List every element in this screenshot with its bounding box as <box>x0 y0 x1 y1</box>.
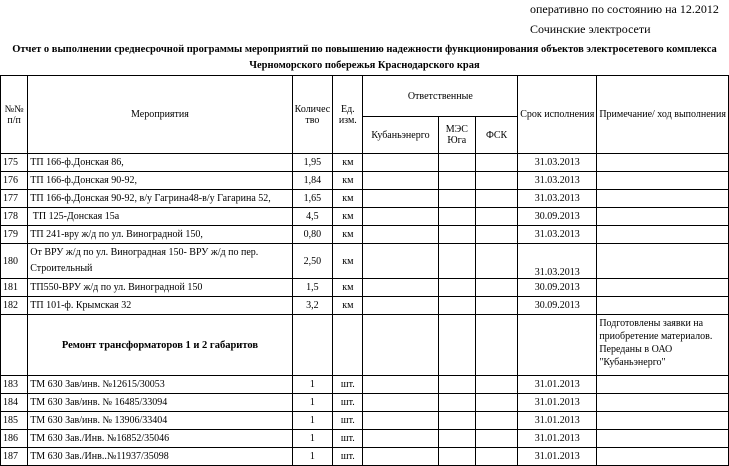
row-fsk <box>476 190 518 208</box>
row-event: ТМ 630 Зав/инв. № 13906/33404 <box>28 412 292 430</box>
row-note <box>597 448 729 466</box>
row-mes <box>438 279 476 297</box>
row-qty: 2,50 <box>292 244 333 279</box>
row-mes <box>438 430 476 448</box>
section-fsk <box>476 315 518 376</box>
row-event: ТМ 630 Зав/инв. №12615/30053 <box>28 376 292 394</box>
row-unit: шт. <box>333 430 363 448</box>
row-event: ТП 241-вру ж/д по ул. Виноградной 150, <box>28 226 292 244</box>
row-fsk <box>476 154 518 172</box>
table-row <box>1 226 729 244</box>
row-note <box>597 154 729 172</box>
row-note <box>597 226 729 244</box>
table-row <box>1 154 729 172</box>
row-unit: шт. <box>333 412 363 430</box>
row-deadline: 31.03.2013 <box>518 154 597 172</box>
row-deadline: 31.03.2013 <box>518 226 597 244</box>
col-header-qty: Количес тво <box>292 76 333 154</box>
row-note <box>597 412 729 430</box>
section-deadline <box>518 315 597 376</box>
row-kubanenergo <box>363 154 438 172</box>
row-num: 186 <box>1 430 28 448</box>
row-fsk <box>476 297 518 315</box>
row-mes <box>438 226 476 244</box>
row-fsk <box>476 412 518 430</box>
col-header-mes-yuga: МЭС Юга <box>438 117 476 154</box>
row-fsk <box>476 394 518 412</box>
row-fsk <box>476 448 518 466</box>
row-qty: 1,5 <box>292 279 333 297</box>
table-row <box>1 279 729 297</box>
row-event: ТМ 630 Зав./Инв..№11937/35098 <box>28 448 292 466</box>
row-kubanenergo <box>363 430 438 448</box>
row-num: 177 <box>1 190 28 208</box>
row-qty: 1,65 <box>292 190 333 208</box>
row-num: 185 <box>1 412 28 430</box>
table-row <box>1 208 729 226</box>
row-num: 178 <box>1 208 28 226</box>
row-qty: 1 <box>292 412 333 430</box>
col-header-kubanenergo: Кубаньэнерго <box>363 117 438 154</box>
row-kubanenergo <box>363 208 438 226</box>
row-deadline: 30.09.2013 <box>518 297 597 315</box>
col-header-responsible: Ответственные <box>363 76 518 117</box>
row-unit: км <box>333 208 363 226</box>
table-row <box>1 430 729 448</box>
row-fsk <box>476 226 518 244</box>
row-kubanenergo <box>363 394 438 412</box>
report-title-line2: Черноморского побережья Краснодарского края <box>249 60 480 71</box>
row-unit: км <box>333 226 363 244</box>
row-qty: 0,80 <box>292 226 333 244</box>
table-row <box>1 297 729 315</box>
row-note <box>597 376 729 394</box>
row-kubanenergo <box>363 226 438 244</box>
row-deadline: 30.09.2013 <box>518 279 597 297</box>
row-qty: 3,2 <box>292 297 333 315</box>
row-note <box>597 172 729 190</box>
row-unit: шт. <box>333 376 363 394</box>
table-header-row <box>1 76 729 117</box>
section-kubanenergo <box>363 315 438 376</box>
section-qty <box>292 315 333 376</box>
row-deadline: 31.03.2013 <box>518 172 597 190</box>
row-fsk <box>476 244 518 279</box>
row-event: ТМ 630 Зав./Инв. №16852/35046 <box>28 430 292 448</box>
row-kubanenergo <box>363 297 438 315</box>
row-kubanenergo <box>363 244 438 279</box>
row-deadline: 31.03.2013 <box>518 190 597 208</box>
row-fsk <box>476 430 518 448</box>
section-unit <box>333 315 363 376</box>
row-num: 180 <box>1 244 28 279</box>
table-row <box>1 244 729 279</box>
row-mes <box>438 394 476 412</box>
row-deadline: 31.01.2013 <box>518 430 597 448</box>
row-kubanenergo <box>363 190 438 208</box>
section-note: Подготовлены заявки на приобретение материалов. Переданы в ОАО "Кубаньэнерго" <box>597 315 729 376</box>
report-title-line1: Отчет о выполнении среднесрочной программы мероприятий по повышению надежности функционирования объектов электросетевого комплекса <box>12 44 717 55</box>
row-kubanenergo <box>363 172 438 190</box>
row-qty: 1,84 <box>292 172 333 190</box>
row-kubanenergo <box>363 448 438 466</box>
section-num <box>1 315 28 376</box>
row-event: ТП 166-ф.Донская 86, <box>28 154 292 172</box>
row-mes <box>438 448 476 466</box>
row-mes <box>438 154 476 172</box>
row-unit: км <box>333 244 363 279</box>
row-mes <box>438 172 476 190</box>
section-title: Ремонт трансформаторов 1 и 2 габаритов <box>28 315 292 376</box>
row-qty: 1 <box>292 394 333 412</box>
row-deadline: 30.09.2013 <box>518 208 597 226</box>
row-deadline: 31.01.2013 <box>518 376 597 394</box>
status-date-line: оперативно по состоянию на 12.2012 <box>530 2 719 16</box>
program-table <box>0 75 729 466</box>
row-unit: шт. <box>333 448 363 466</box>
row-qty: 1 <box>292 448 333 466</box>
row-mes <box>438 376 476 394</box>
row-note <box>597 279 729 297</box>
row-num: 184 <box>1 394 28 412</box>
col-header-event: Мероприятия <box>28 76 292 154</box>
row-mes <box>438 244 476 279</box>
col-header-deadline: Срок исполнения <box>518 76 597 154</box>
row-qty: 1,95 <box>292 154 333 172</box>
row-num: 175 <box>1 154 28 172</box>
col-header-num: №№ п/п <box>1 76 28 154</box>
table-row <box>1 448 729 466</box>
row-fsk <box>476 172 518 190</box>
row-qty: 1 <box>292 430 333 448</box>
row-event: ТП 101-ф. Крымская 32 <box>28 297 292 315</box>
row-event: От ВРУ ж/д по ул. Виноградная 150- ВРУ ж/д по пер. Строительный <box>28 244 292 279</box>
row-num: 182 <box>1 297 28 315</box>
row-deadline: 31.01.2013 <box>518 394 597 412</box>
organization-name: Сочинские электросети <box>530 22 651 36</box>
section-row <box>1 315 729 376</box>
row-event: ТП550-ВРУ ж/д по ул. Виноградной 150 <box>28 279 292 297</box>
table-row <box>1 394 729 412</box>
row-event: ТМ 630 Зав/инв. № 16485/33094 <box>28 394 292 412</box>
col-header-unit: Ед. изм. <box>333 76 363 154</box>
row-unit: км <box>333 154 363 172</box>
row-unit: км <box>333 190 363 208</box>
row-qty: 1 <box>292 376 333 394</box>
row-mes <box>438 208 476 226</box>
row-note <box>597 208 729 226</box>
row-fsk <box>476 376 518 394</box>
row-deadline: 31.01.2013 <box>518 448 597 466</box>
row-num: 179 <box>1 226 28 244</box>
row-note <box>597 297 729 315</box>
table-row <box>1 190 729 208</box>
row-note <box>597 244 729 279</box>
row-kubanenergo <box>363 376 438 394</box>
row-unit: км <box>333 279 363 297</box>
row-event: ТП 166-ф.Донская 90-92, в/у Гагрина48-в/у Гагарина 52, <box>28 190 292 208</box>
section-mes <box>438 315 476 376</box>
col-header-note: Примечание/ ход выполнения <box>597 76 729 154</box>
row-note <box>597 190 729 208</box>
row-unit: км <box>333 297 363 315</box>
col-header-fsk: ФСК <box>476 117 518 154</box>
table-row <box>1 412 729 430</box>
row-event: ТП 125-Донская 15а <box>28 208 292 226</box>
row-fsk <box>476 279 518 297</box>
row-fsk <box>476 208 518 226</box>
row-unit: км <box>333 172 363 190</box>
row-num: 183 <box>1 376 28 394</box>
row-mes <box>438 190 476 208</box>
row-unit: шт. <box>333 394 363 412</box>
table-row <box>1 376 729 394</box>
row-num: 176 <box>1 172 28 190</box>
row-kubanenergo <box>363 412 438 430</box>
row-deadline: 31.01.2013 <box>518 412 597 430</box>
table-row <box>1 172 729 190</box>
row-deadline: 31.03.2013 <box>518 244 597 279</box>
row-num: 187 <box>1 448 28 466</box>
row-num: 181 <box>1 279 28 297</box>
row-mes <box>438 412 476 430</box>
row-mes <box>438 297 476 315</box>
row-kubanenergo <box>363 279 438 297</box>
row-note <box>597 394 729 412</box>
row-note <box>597 430 729 448</box>
row-qty: 4,5 <box>292 208 333 226</box>
row-event: ТП 166-ф.Донская 90-92, <box>28 172 292 190</box>
